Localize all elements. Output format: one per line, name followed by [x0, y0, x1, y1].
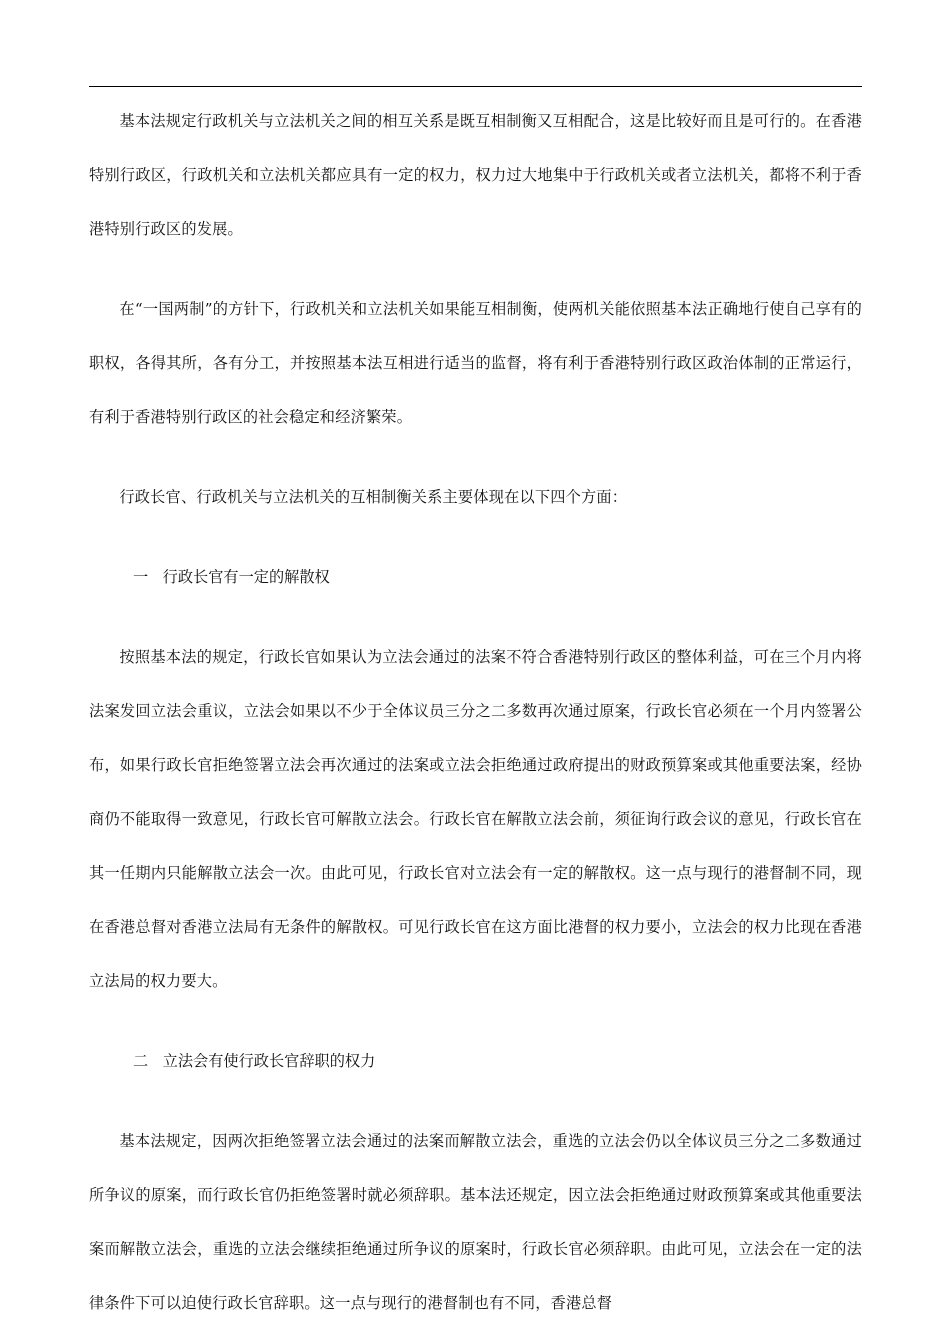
paragraph-2: 在“一国两制”的方针下，行政机关和立法机关如果能互相制衡，使两机关能依照基本法正确地行使自己享有的职权，各得其所，各有分工，并按照基本法互相进行适当的监督，将有利于香港特别行政区政治体制的正常运行，有利于香港特别行政区的社会稳定和经济繁荣。 — [89, 300, 862, 426]
header-rule — [89, 86, 862, 87]
section-heading-1: 一 行政长官有一定的解散权 — [133, 568, 330, 586]
paragraph-3: 行政长官、行政机关与立法机关的互相制衡关系主要体现在以下四个方面： — [119, 488, 628, 506]
document-body — [89, 94, 862, 1330]
section-heading-2: 二 立法会有使行政长官辞职的权力 — [133, 1052, 376, 1070]
paragraph-4: 按照基本法的规定，行政长官如果认为立法会通过的法案不符合香港特别行政区的整体利益，可在三个月内将法案发回立法会重议，立法会如果以不少于全体议员三分之二多数再次通过原案，行政长官必须在一个月内签署公布，如果行政长官拒绝签署立法会再次通过的法案或立法会拒绝通过政府提出的财政预算案或其他重要法案，经协商仍不能取得一致意见，行政长官可解散立法会。行政长官在解散立法会前，须征询行政会议的意见，行政长官在其一任期内只能解散立法会一次。由此可见，行政长官对立法会有一定的解散权。这一点与现行的港督制不同，现在香港总督对香港立法局有无条件的解散权。可见行政长官在这方面比港督的权力要小，立法会的权力比现在香港立法局的权力要大。 — [89, 648, 862, 990]
paragraph-1: 基本法规定行政机关与立法机关之间的相互关系是既互相制衡又互相配合，这是比较好而且是可行的。在香港特别行政区，行政机关和立法机关都应具有一定的权力，权力过大地集中于行政机关或者立法机关，都将不利于香港特别行政区的发展。 — [89, 112, 862, 238]
paragraph-5: 基本法规定，因两次拒绝签署立法会通过的法案而解散立法会，重选的立法会仍以全体议员三分之二多数通过所争议的原案，而行政长官仍拒绝签署时就必须辞职。基本法还规定，因立法会拒绝通过财政预算案或其他重要法案而解散立法会，重选的立法会继续拒绝通过所争议的原案时，行政长官必须辞职。由此可见，立法会在一定的法律条件下可以迫使行政长官辞职。这一点与现行的港督制也有不同，香港总督 — [89, 1132, 862, 1312]
